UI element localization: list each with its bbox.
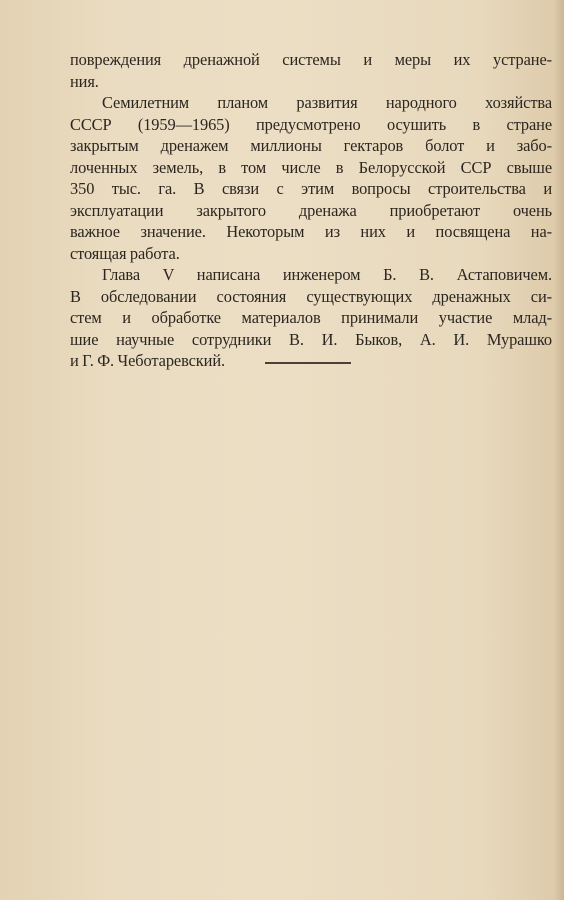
- text-line: закрытым дренажем миллионы гектаров болот и забо-: [70, 136, 552, 155]
- text-line: эксплуатации закрытого дренажа приобретают очень: [70, 200, 552, 220]
- text-line: повреждения дренажной системы и меры их устране-: [70, 50, 552, 69]
- page-edge-shadow: [554, 0, 564, 900]
- text-line: лоченных земель, в том числе в Белорусской ССР свыше: [70, 157, 552, 177]
- text-line: Семилетним планом развития народного хозяйства: [102, 93, 552, 112]
- text-line: 350 тыс. га. В связи с этим вопросы строительства и: [70, 179, 552, 198]
- text-line: СССР (1959—1965) предусмотрено осушить в стране: [70, 114, 552, 134]
- text-line: В обследовании состояния существующих дренажных си-: [70, 286, 552, 306]
- section-divider: [265, 362, 351, 364]
- text-line: стем и обработке материалов принимали участие млад-: [70, 308, 552, 327]
- body-text: [70, 49, 552, 372]
- text-line: и Г. Ф. Чеботаревский.: [70, 351, 226, 370]
- text-line: Глава V написана инженером Б. В. Астаповичем.: [102, 265, 552, 284]
- text-line: важное значение. Некоторым из них и посвящена на-: [70, 222, 552, 241]
- text-line: шие научные сотрудники В. И. Быков, А. И. Мурашко: [70, 329, 552, 349]
- text-line: стоящая работа.: [70, 243, 180, 263]
- text-line: ния.: [70, 71, 99, 91]
